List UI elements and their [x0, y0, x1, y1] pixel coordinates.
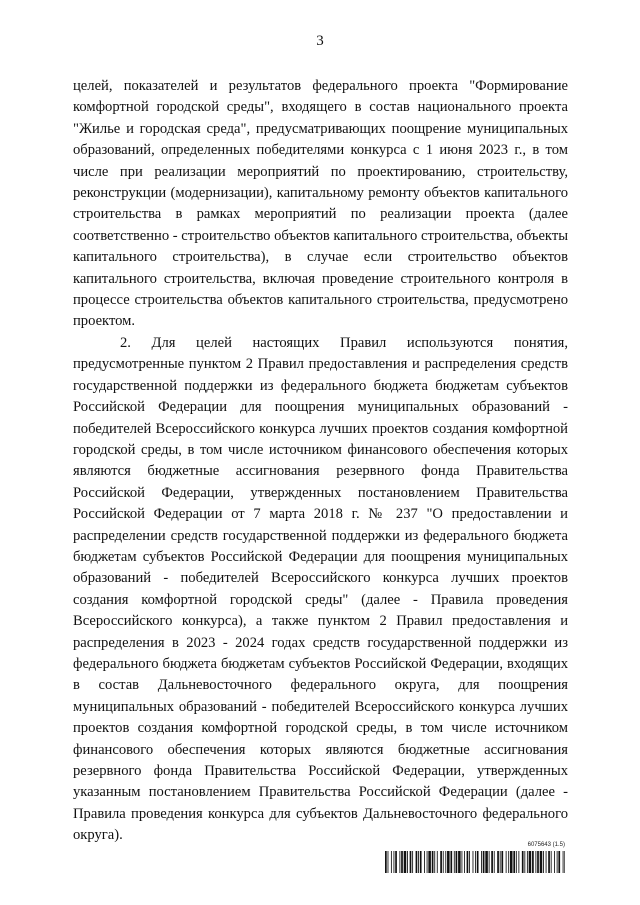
barcode-bar [443, 851, 444, 873]
barcode-bar [467, 851, 469, 873]
barcode-bar [462, 851, 463, 873]
page-number: 3 [316, 33, 324, 49]
barcode-bar [407, 851, 408, 873]
barcode-bar [510, 851, 513, 873]
paragraph-item-2: 2. Для целей настоящих Правил используются понятия, предусмотренные пунктом 2 Правил предоставления и распределения средств государственной поддержки из федерального бюджета бюджетам субъектов Российской Федерации для поощрения муниципальных образований - победителей Всероссийского конкурса лучших проектов создания комфортной городской среды, в том числе источником финансового обеспечения которых являются бюджетные ассигнования резервного фонда Правительства Российской Федерации, утвержденных постановлением Правительства Российской Федерации от 7 марта 2018 г. № 237 "О предоставлении и распределении средств государственной поддержки из федерального бюджета бюджетам субъектов Российской Федерации для поощрения муниципальных образований - победителей Всероссийского конкурса лучших проектов создания комфортной городской среды" (далее - Правила проведения Всероссийского конкурса), а также пунктом 2 Правил предоставления и распределения в 2023 - 2024 годах средств государственной поддержки из федерального бюджета бюджетам субъектов Российской Федерации, входящих в состав Дальневосточного федерального округа, для поощрения муниципальных образований - победителей Всероссийского конкурса лучших проектов создания комфортной городской среды, в том числе источником финансового обеспечения которых являются бюджетные ассигнования резервного фонда Правительства Российской Федерации, утвержденных указанным постановлением Правительства Российской Федерации (далее - Правила проведения конкурса для субъектов Дальневосточного федерального округа). [73, 334, 568, 844]
barcode-bar [427, 851, 428, 873]
barcode-bar [424, 851, 425, 873]
barcode-bar [469, 851, 470, 873]
barcode-bar [535, 851, 536, 873]
barcode-bar [416, 851, 418, 873]
barcode-bar [454, 851, 455, 873]
barcode-bar [418, 851, 419, 873]
barcode-bar [445, 851, 446, 873]
barcode-bar [546, 851, 547, 873]
barcode-bar [447, 851, 450, 873]
barcode-bar [489, 851, 490, 873]
paragraph-continuation: целей, показателей и результатов федерального проекта "Формирование комфортной городской среды", входящего в состав национального проекта "Жилье и городская среда", предусматривающих поощрение муниципальных образований, определенных победителями конкурса с 1 июня 2023 г., в том числе при реализации мероприятий по проектированию, строительству, реконструкции (модернизации), капитальному ремонту объектов капитального строительства в рамках мероприятий по реализации проекта (далее соответственно - строительство объектов капитального строительства, объекты капитального строительства), в случае если строительство объектов капитального строительства, включая проведение строительного контроля в процессе строительства объектов капитального строительства, предусмотрено проектом. [73, 78, 568, 330]
barcode-bar [557, 851, 558, 873]
barcode-bar [458, 851, 461, 873]
barcode-bar [477, 851, 479, 873]
barcode-bar [497, 851, 499, 873]
barcode-bar [551, 851, 552, 873]
barcode-bar [491, 851, 493, 873]
barcode-bar [494, 851, 495, 873]
barcode-bar [481, 851, 482, 873]
barcode-bar [412, 851, 413, 873]
barcode-bar [540, 851, 543, 873]
barcode-bar [500, 851, 501, 873]
barcode-bar [501, 851, 503, 873]
barcode-bar [485, 851, 488, 873]
document-code: 6075643 (1.5) [527, 842, 565, 848]
barcode-bar [388, 851, 389, 873]
barcode-bar [410, 851, 412, 873]
barcode-bar [450, 851, 452, 873]
barcode-bar [475, 851, 476, 873]
barcode-bar [432, 851, 434, 873]
barcode-bar [399, 851, 400, 873]
barcode-bar [420, 851, 422, 873]
barcode-bar [401, 851, 403, 873]
barcode-bar [516, 851, 517, 873]
barcode-bar [395, 851, 397, 873]
barcode-bar [385, 851, 387, 873]
barcode-bar [506, 851, 507, 873]
barcode-bar [513, 851, 515, 873]
barcode-bar [554, 851, 555, 873]
document-body [73, 76, 568, 847]
barcode-bar [483, 851, 485, 873]
barcode-bar [394, 851, 395, 873]
barcode-bar [529, 851, 532, 873]
barcode-bar [537, 851, 539, 873]
barcode-bar [428, 851, 431, 873]
barcode-bar [437, 851, 438, 873]
barcode-icon [385, 851, 565, 873]
barcode-bar [391, 851, 392, 873]
barcode-bar [543, 851, 544, 873]
barcode-bar [456, 851, 458, 873]
barcode-bar [564, 851, 565, 873]
barcode-bar [563, 851, 564, 873]
barcode-bar [404, 851, 407, 873]
barcode-bar [532, 851, 534, 873]
barcode-bar [527, 851, 528, 873]
barcode-bar [473, 851, 474, 873]
barcode-bar [440, 851, 442, 873]
barcode-bar [558, 851, 560, 873]
barcode-bar [434, 851, 435, 873]
barcode-bar [524, 851, 525, 873]
barcode-bar [548, 851, 550, 873]
barcode-bar [518, 851, 519, 873]
barcode-bar [508, 851, 509, 873]
barcode-bar [464, 851, 465, 873]
barcode-bar [522, 851, 524, 873]
